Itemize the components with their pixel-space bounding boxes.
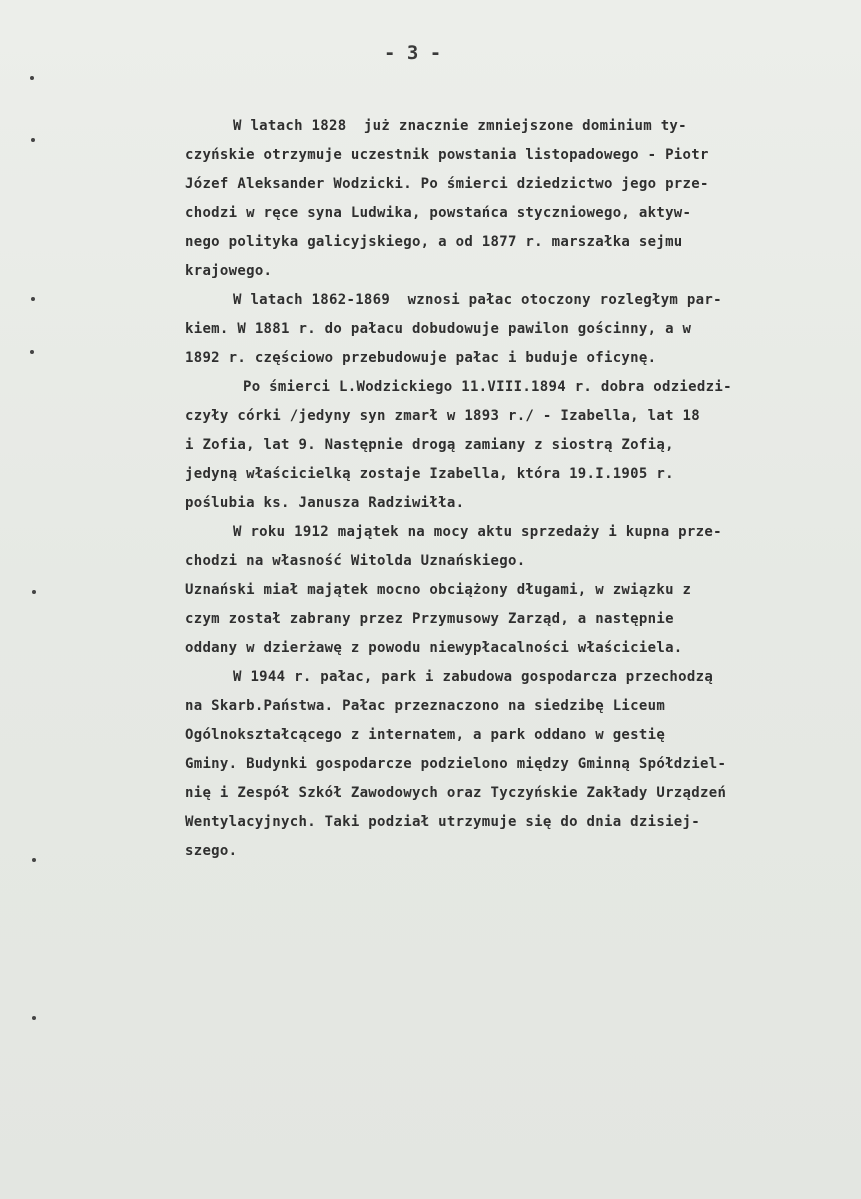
text-line: Uznański miał majątek mocno obciążony długami, w związku z (185, 582, 692, 598)
text-line: Wentylacyjnych. Taki podział utrzymuje się do dnia dzisiej- (185, 814, 700, 830)
text-line: krajowego. (185, 263, 273, 279)
text-line: Po śmierci L.Wodzickiego 11.VIII.1894 r. dobra odziedzi- (243, 379, 732, 395)
text-line: Gminy. Budynki gospodarcze podzielono między Gminną Spółdziel- (185, 756, 727, 772)
text-line: W 1944 r. pałac, park i zabudowa gospodarcza przechodzą (233, 669, 714, 685)
text-line: szego. (185, 843, 238, 859)
margin-mark (32, 590, 36, 594)
text-line: 1892 r. częściowo przebudowuje pałac i buduje oficynę. (185, 350, 657, 366)
text-line: W latach 1862-1869 wznosi pałac otoczony rozległym par- (233, 292, 722, 308)
text-line: W roku 1912 majątek na mocy aktu sprzedaży i kupna prze- (233, 524, 722, 540)
text-line: chodzi w ręce syna Ludwika, powstańca styczniowego, aktyw- (185, 205, 692, 221)
margin-mark (32, 1016, 36, 1020)
text-line: W latach 1828 już znacznie zmniejszone dominium ty- (233, 118, 687, 134)
text-line: nię i Zespół Szkół Zawodowych oraz Tyczyńskie Zakłady Urządzeń (185, 785, 727, 801)
text-line: poślubia ks. Janusza Radziwiłła. (185, 495, 465, 511)
text-line: czyńskie otrzymuje uczestnik powstania listopadowego - Piotr (185, 147, 709, 163)
text-line: i Zofia, lat 9. Następnie drogą zamiany z siostrą Zofią, (185, 437, 674, 453)
text-line: chodzi na własność Witolda Uznańskiego. (185, 553, 526, 569)
text-line: na Skarb.Państwa. Pałac przeznaczono na siedzibę Liceum (185, 698, 666, 714)
margin-mark (32, 858, 36, 862)
text-line: czym został zabrany przez Przymusowy Zarząd, a następnie (185, 611, 674, 627)
margin-mark (31, 138, 35, 142)
text-line: Józef Aleksander Wodzicki. Po śmierci dziedzictwo jego prze- (185, 176, 709, 192)
page-number: - 3 - (384, 42, 442, 64)
margin-mark (30, 350, 34, 354)
text-line: kiem. W 1881 r. do pałacu dobudowuje pawilon gościnny, a w (185, 321, 692, 337)
text-line: Ogólnokształcącego z internatem, a park oddano w gestię (185, 727, 666, 743)
margin-mark (30, 76, 34, 80)
text-line: czyły córki /jedyny syn zmarł w 1893 r./ - Izabella, lat 18 (185, 408, 700, 424)
text-line: nego polityka galicyjskiego, a od 1877 r. marszałka sejmu (185, 234, 683, 250)
text-line: oddany w dzierżawę z powodu niewypłacalności właściciela. (185, 640, 683, 656)
text-line: jedyną właścicielką zostaje Izabella, która 19.I.1905 r. (185, 466, 674, 482)
margin-mark (31, 297, 35, 301)
body-text (185, 112, 845, 866)
